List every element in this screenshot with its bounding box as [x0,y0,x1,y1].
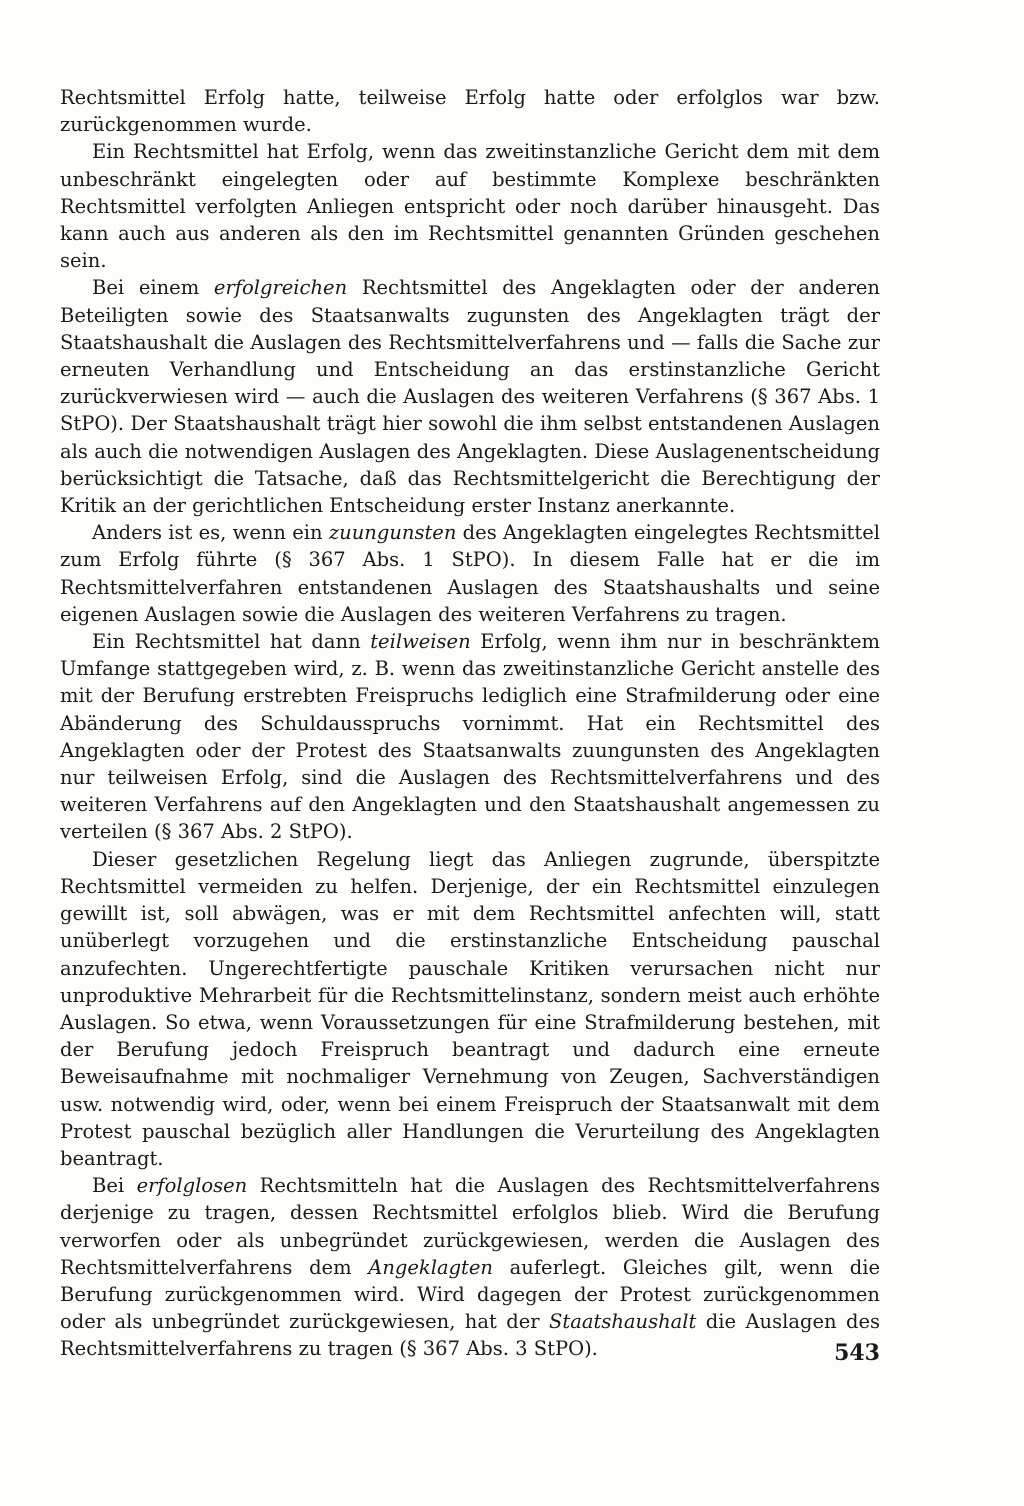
emphasized-term: erfolglosen [136,1174,248,1198]
text-run: Rechtsmittel des Angeklagten oder der anderen Beteiligten sowie des Staatsanwalts zugunsten des Angeklagten trägt der Staatshaushalt die Auslagen des Rechtsmittelverfahrens und — falls die Sache zur erneuten Verhandlung und Entscheidung an das erstinstanzliche Gericht zurückverwiesen wird — auch die Auslagen des weiteren Verfahrens (§ 367 Abs. 1 StPO). Der Staatshaushalt trägt hier sowohl die ihm selbst entstandenen Auslagen als auch die notwendigen Auslagen des Angeklagten. Diese Auslagenentscheidung berücksichtigt die Tatsache, daß das Rechtsmittelgericht die Berechtigung der Kritik an der gerichtlichen Entscheidung erster Instanz anerkannte. [60,276,880,518]
text-run: Rechtsmitteln hat die Auslagen des Rechtsmittelverfahrens derjenige zu tragen, dessen Rechtsmittel erfolglos blieb. Wird die Berufung verworfen oder als unbegründet zurückgewiesen, werden die Auslagen des Rechtsmittelverfahrens dem [60,1174,880,1279]
text-run: die Auslagen des Rechtsmittelverfahrens zu tragen (§ 367 Abs. 3 StPO). [60,1310,880,1361]
paragraph [60,846,880,1172]
text-run: Ein Rechtsmittel hat Erfolg, wenn das zweitinstanzliche Gericht dem mit dem unbeschränkt eingelegten oder auf bestimmte Komplexe beschränkten Rechtsmittel verfolgten Anliegen entspricht oder noch darüber hinausgeht. Das kann auch aus anderen als den im Rechtsmittel genannten Gründen geschehen sein. [60,140,880,273]
paragraph [60,628,880,846]
text-run: Dieser gesetzlichen Regelung liegt das Anliegen zugrunde, überspitzte Rechtsmittel vermeiden zu helfen. Derjenige, der ein Rechtsmittel einzulegen gewillt ist, soll abwägen, was er mit dem Rechtsmittel anfechten will, statt unüberlegt vorzugehen und die erstinstanzliche Entscheidung pauschal anzufechten. Ungerechtfertigte pauschale Kritiken verursachen nicht nur unproduktive Mehrarbeit für die Rechtsmittelinstanz, sondern meist auch erhöhte Auslagen. So etwa, wenn Voraussetzungen für eine Strafmilderung bestehen, mit der Berufung jedoch Freispruch beantragt und dadurch eine erneute Beweisaufnahme mit nochmaliger Vernehmung von Zeugen, Sachverständigen usw. notwendig wird, oder, wenn bei einem Freispruch der Staatsanwalt mit dem Protest pauschal bezüglich aller Handlungen die Verurteilung des Angeklagten beantragt. [60,847,880,1170]
text-run: auferlegt. Gleiches gilt, wenn die Berufung zurückgenommen wird. Wird dagegen der Protest zurückgenommen oder als unbegründet zurückgewiesen, hat der [60,1255,880,1334]
page-number: 543 [834,1340,880,1366]
emphasized-term: teilweisen [370,630,471,654]
body-text [60,84,880,1363]
text-run: Erfolg, wenn ihm nur in beschränktem Umfange stattgegeben wird, z. B. wenn das zweitinstanzliche Gericht anstelle des mit der Berufung erstrebten Freispruchs lediglich eine Strafmilderung oder eine Abänderung des Schuldausspruchs vornimmt. Hat ein Rechtsmittel des Angeklagten oder der Protest des Staatsanwalts zuungunsten des Angeklagten nur teilweisen Erfolg, sind die Auslagen des Rechtsmittelverfahrens und des weiteren Verfahrens auf den Angeklagten und den Staatshaushalt angemessen zu verteilen (§ 367 Abs. 2 StPO). [60,630,880,844]
paragraph [60,274,880,519]
text-run: Bei [92,1174,137,1198]
emphasized-term: Angeklagten [368,1255,493,1279]
emphasized-term: erfolgreichen [213,276,348,300]
text-run: Anders ist es, wenn ein [92,521,329,545]
text-run: Bei einem [92,276,214,300]
text-run: des Angeklagten eingelegtes Rechtsmittel zum Erfolg führte (§ 367 Abs. 1 StPO). In diesem Falle hat er die im Rechtsmittelverfahren entstandenen Auslagen des Staatshaushalts und seine eigenen Auslagen sowie die Auslagen des weiteren Verfahrens zu tragen. [60,521,881,626]
paragraph [60,84,880,138]
paragraph [60,138,880,274]
emphasized-term: Staatshaushalt [549,1310,697,1334]
paragraph [60,519,880,628]
emphasized-term: zuungunsten [328,521,457,545]
text-run: Rechtsmittel Erfolg hatte, teilweise Erfolg hatte oder erfolglos war bzw. zurückgenommen wurde. [60,86,880,137]
paragraph [60,1172,880,1362]
text-run: Ein Rechtsmittel hat dann [92,630,371,654]
